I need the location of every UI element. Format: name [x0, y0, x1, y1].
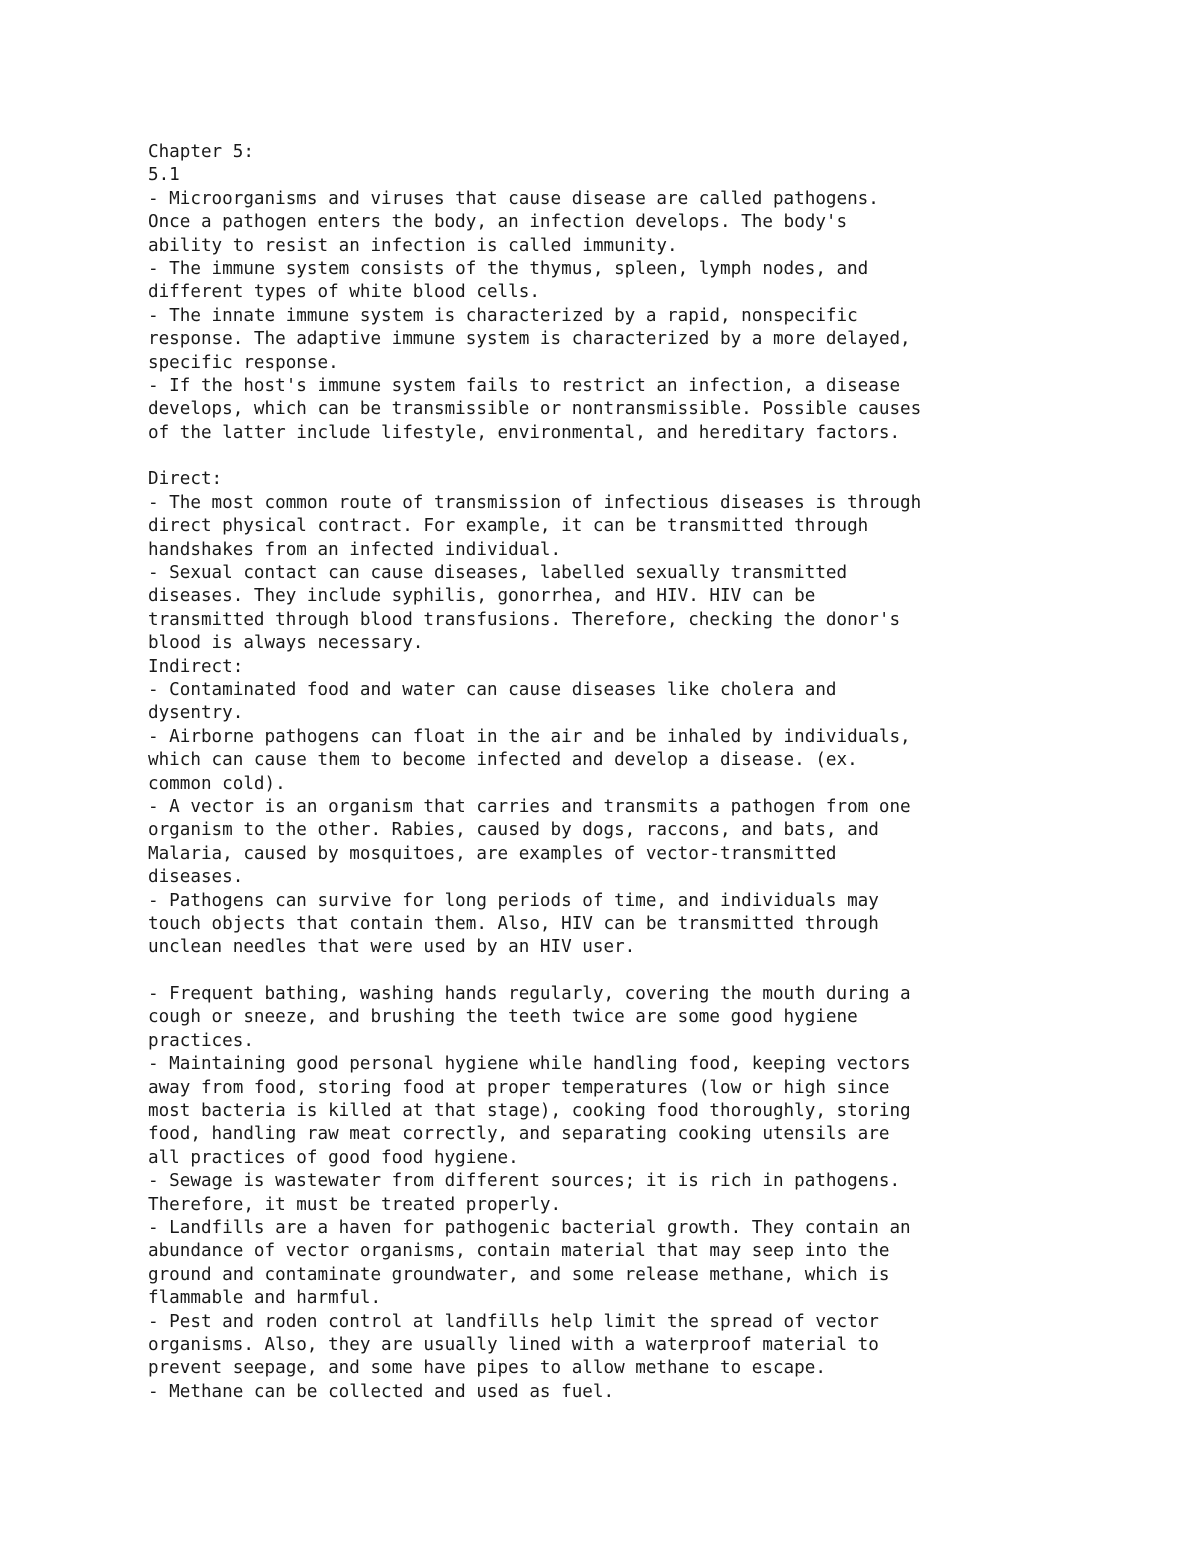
- text-line: Therefore, it must be treated properly.: [148, 1194, 562, 1215]
- text-line: - Pest and roden control at landfills help limit the spread of vector: [148, 1311, 879, 1332]
- text-line: organisms. Also, they are usually lined with a waterproof material to: [148, 1334, 879, 1355]
- text-line: Direct:: [148, 469, 223, 490]
- text-line: specific response.: [148, 352, 339, 373]
- text-line: response. The adaptive immune system is characterized by a more delayed,: [148, 329, 911, 350]
- text-line: food, handling raw meat correctly, and separating cooking utensils are: [148, 1124, 890, 1145]
- text-line: unclean needles that were used by an HIV user.: [148, 937, 636, 958]
- text-line: ability to resist an infection is called immunity.: [148, 235, 678, 256]
- text-line: flammable and harmful.: [148, 1288, 382, 1309]
- text-line: Indirect:: [148, 656, 244, 677]
- text-line: develops, which can be transmissible or nontransmissible. Possible causes: [148, 399, 922, 420]
- text-line: handshakes from an infected individual.: [148, 539, 562, 560]
- text-line: away from food, storing food at proper temperatures (low or high since: [148, 1077, 890, 1098]
- text-line: cough or sneeze, and brushing the teeth twice are some good hygiene: [148, 1007, 858, 1028]
- text-line: - Microorganisms and viruses that cause disease are called pathogens.: [148, 188, 879, 209]
- text-line: diseases.: [148, 867, 244, 888]
- text-line: ground and contaminate groundwater, and some release methane, which is: [148, 1264, 890, 1285]
- text-line: - Methane can be collected and used as fuel.: [148, 1381, 615, 1402]
- blank-line: [148, 445, 1148, 468]
- text-line: - Frequent bathing, washing hands regularly, covering the mouth during a: [148, 984, 911, 1005]
- text-line: of the latter include lifestyle, environmental, and hereditary factors.: [148, 422, 901, 443]
- text-line: touch objects that contain them. Also, HIV can be transmitted through: [148, 913, 879, 934]
- text-line: - Landfills are a haven for pathogenic bacterial growth. They contain an: [148, 1217, 911, 1238]
- text-line: transmitted through blood transfusions. Therefore, checking the donor's: [148, 609, 901, 630]
- blank-line: [148, 960, 1148, 983]
- text-line: dysentry.: [148, 703, 244, 724]
- text-line: which can cause them to become infected and develop a disease. (ex.: [148, 750, 858, 771]
- text-line: - Pathogens can survive for long periods of time, and individuals may: [148, 890, 879, 911]
- text-line: 5.1: [148, 165, 180, 186]
- text-line: Malaria, caused by mosquitoes, are examples of vector-transmitted: [148, 843, 837, 864]
- text-line: - Contaminated food and water can cause diseases like cholera and: [148, 679, 837, 700]
- text-line: blood is always necessary.: [148, 633, 424, 654]
- text-line: most bacteria is killed at that stage), cooking food thoroughly, storing: [148, 1101, 911, 1122]
- text-line: - The most common route of transmission of infectious diseases is through: [148, 492, 922, 513]
- text-line: different types of white blood cells.: [148, 282, 540, 303]
- text-line: abundance of vector organisms, contain material that may seep into the: [148, 1241, 890, 1262]
- text-line: - Sexual contact can cause diseases, labelled sexually transmitted: [148, 563, 848, 584]
- text-line: all practices of good food hygiene.: [148, 1147, 519, 1168]
- text-line: - If the host's immune system fails to restrict an infection, a disease: [148, 375, 901, 396]
- text-line: - The innate immune system is characterized by a rapid, nonspecific: [148, 305, 858, 326]
- text-line: common cold).: [148, 773, 286, 794]
- text-line: - Maintaining good personal hygiene while handling food, keeping vectors: [148, 1054, 911, 1075]
- text-line: Chapter 5:: [148, 142, 254, 162]
- text-line: - A vector is an organism that carries and transmits a pathogen from one: [148, 796, 911, 817]
- text-line: organism to the other. Rabies, caused by dogs, raccons, and bats, and: [148, 820, 879, 841]
- text-line: - Sewage is wastewater from different sources; it is rich in pathogens.: [148, 1171, 901, 1192]
- text-line: direct physical contract. For example, it can be transmitted through: [148, 516, 869, 537]
- text-line: - Airborne pathogens can float in the air and be inhaled by individuals,: [148, 726, 911, 747]
- document-page: [148, 141, 1148, 1404]
- text-line: diseases. They include syphilis, gonorrhea, and HIV. HIV can be: [148, 586, 816, 607]
- text-line: prevent seepage, and some have pipes to allow methane to escape.: [148, 1358, 826, 1379]
- text-line: practices.: [148, 1030, 254, 1051]
- text-line: - The immune system consists of the thymus, spleen, lymph nodes, and: [148, 258, 869, 279]
- text-line: Once a pathogen enters the body, an infection develops. The body's: [148, 212, 848, 233]
